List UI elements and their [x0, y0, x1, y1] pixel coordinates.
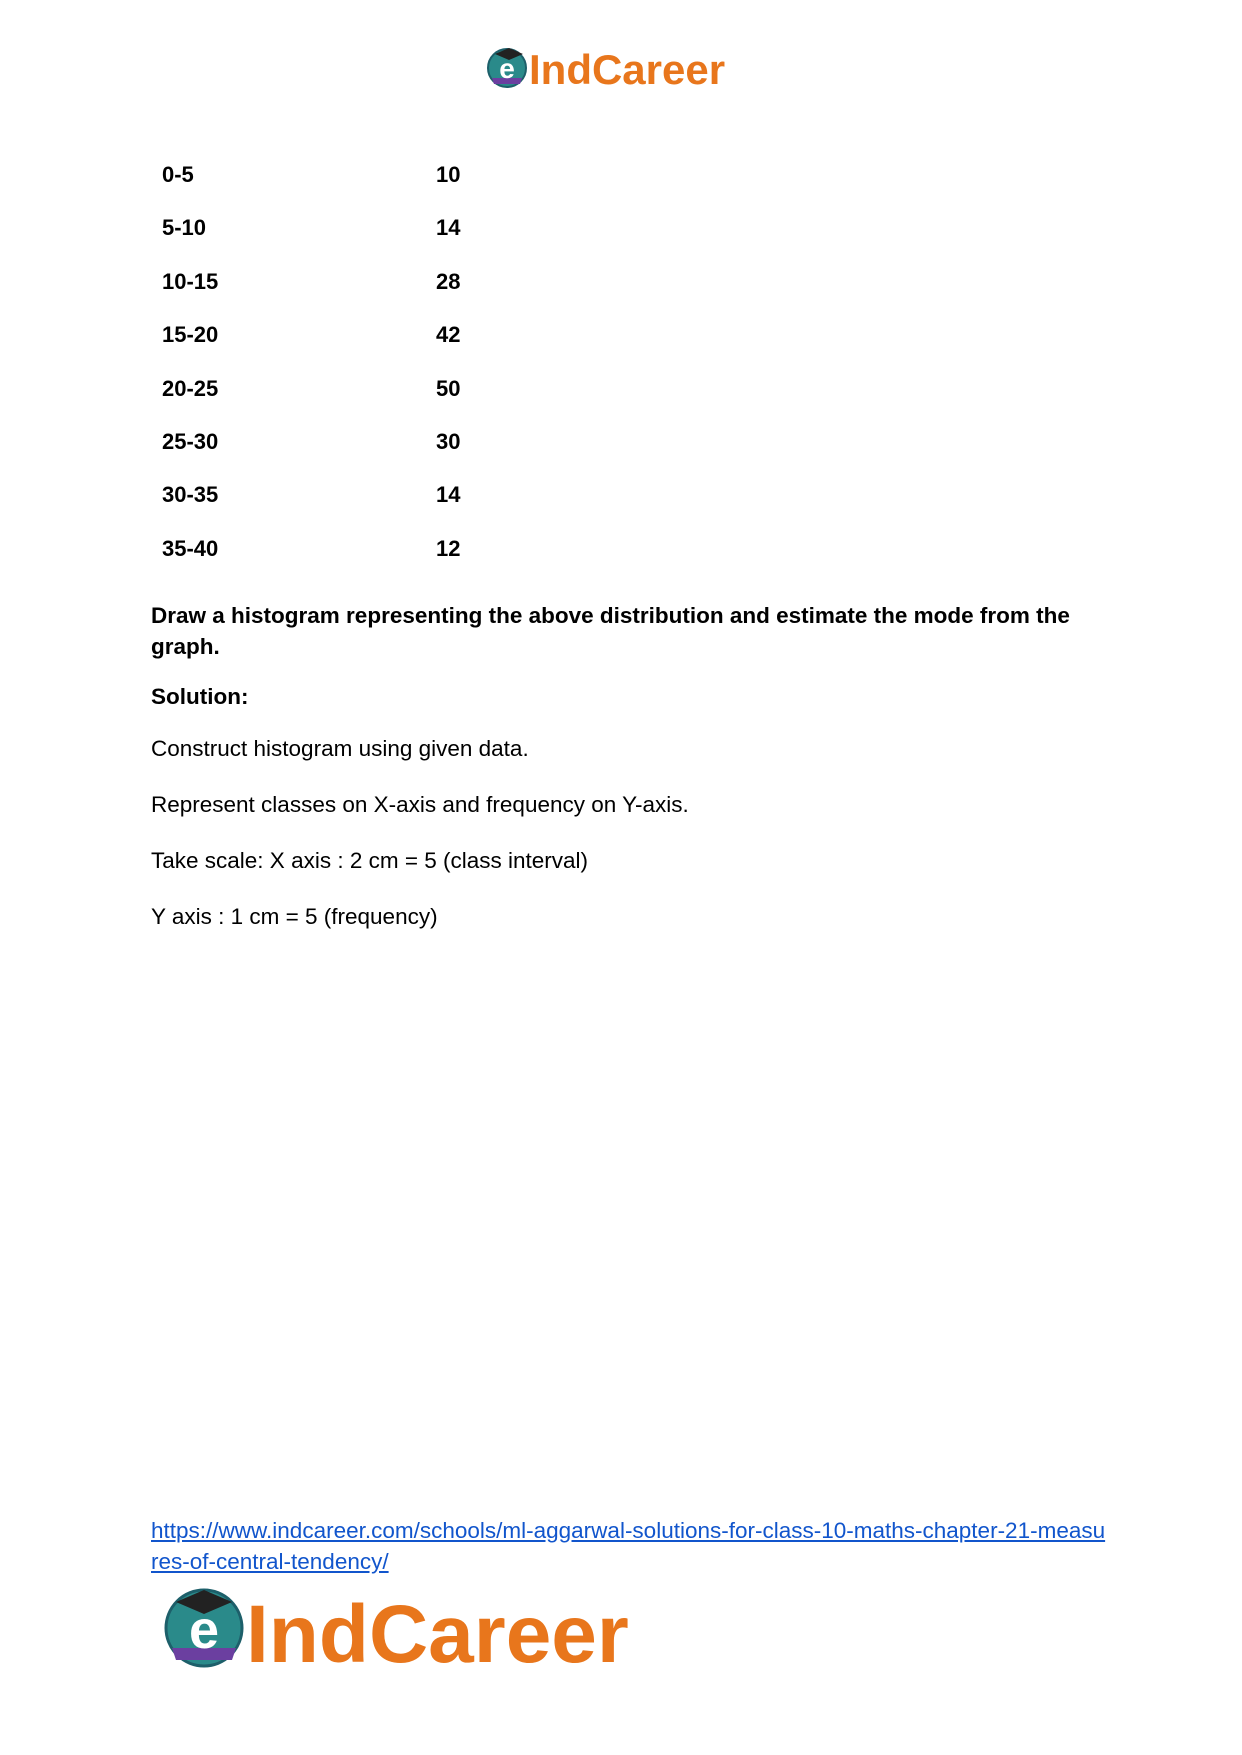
svg-text:IndCareer: IndCareer	[529, 46, 726, 93]
solution-heading: Solution:	[151, 684, 249, 709]
svg-text:e: e	[188, 1600, 220, 1660]
table-row	[162, 474, 562, 527]
class-cell: 25-30	[162, 428, 219, 454]
frequency-cell: 10	[436, 162, 461, 187]
frequency-cell: 12	[436, 535, 461, 561]
solution-paragraph: Construct histogram using given data.	[151, 736, 529, 761]
footer-logo	[160, 1578, 700, 1678]
class-cell: 20-25	[162, 375, 219, 401]
table-row	[162, 207, 562, 260]
solution-content	[151, 600, 1111, 959]
class-cell: 5-10	[162, 215, 207, 241]
svg-text:e: e	[499, 53, 515, 84]
frequency-cell: 14	[436, 215, 461, 241]
source-link[interactable]: https://www.indcareer.com/schools/ml-aggarwal-solutions-for-class-10-maths-chapter-21-measures-of-central-tendency/	[151, 1518, 1106, 1574]
table-row	[162, 154, 562, 207]
frequency-table	[162, 154, 562, 581]
solution-paragraph: Represent classes on X-axis and frequency on Y-axis.	[151, 792, 689, 817]
table-row	[162, 528, 562, 581]
frequency-cell: 50	[436, 375, 461, 401]
class-cell: 30-35	[162, 482, 219, 508]
class-cell: 0-5	[162, 162, 194, 187]
class-cell: 15-20	[162, 322, 219, 348]
table-row	[162, 314, 562, 367]
question-text: Draw a histogram representing the above distribution and estimate the mode from the graph.	[151, 603, 1070, 659]
frequency-cell: 14	[436, 482, 461, 508]
frequency-cell: 28	[436, 268, 461, 294]
indcareer-logo-icon	[160, 1578, 700, 1678]
table-row	[162, 421, 562, 474]
frequency-cell: 30	[436, 428, 461, 454]
class-cell: 10-15	[162, 268, 219, 294]
frequency-cell: 42	[436, 322, 461, 348]
svg-text:IndCareer: IndCareer	[246, 1589, 629, 1678]
solution-paragraph: Y axis : 1 cm = 5 (frequency)	[151, 904, 438, 929]
class-cell: 35-40	[162, 535, 219, 561]
table-row	[162, 368, 562, 421]
header-logo	[487, 40, 767, 96]
table-row	[162, 261, 562, 314]
solution-paragraph: Take scale: X axis : 2 cm = 5 (class interval)	[151, 848, 589, 873]
indcareer-logo-icon	[487, 40, 767, 96]
